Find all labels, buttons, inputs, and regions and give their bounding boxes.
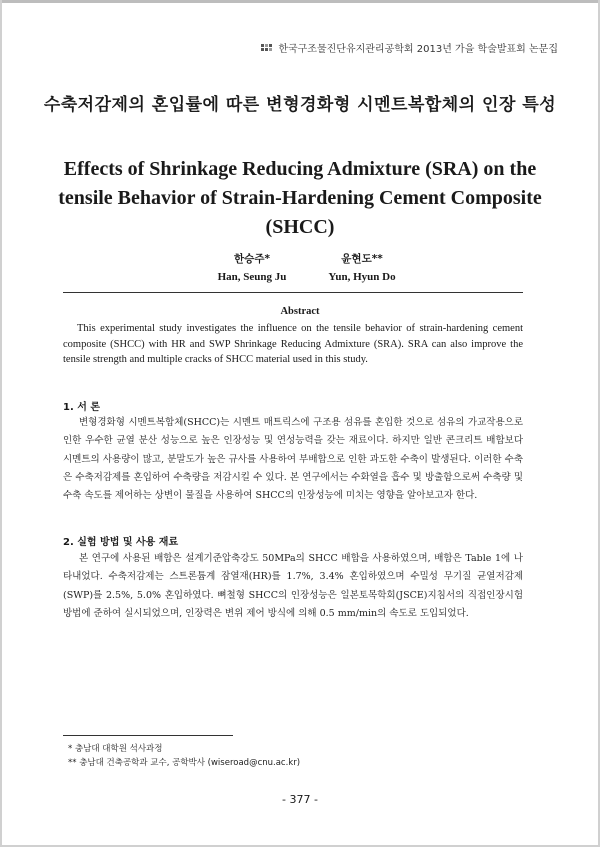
korean-title: 수축저감제의 혼입률에 따른 변형경화형 시멘트복합체의 인장 특성 [43, 95, 557, 115]
section-body-methods: 본 연구에 사용된 배합은 설계기준압축강도 50MPa의 SHCC 배합을 사용하였으며, 배합은 Table 1에 나타내었다. 수축저감제는 스트론튬계 잠열재(HR)를 1.7%, 3.4% 혼입하였으며 수밀성 무기질 균열저감제(SWP)를 2.5%, 5.0% 혼입하였다. 뼈철형 SHCC의 인장성능은 일본토목학회(JSCE)지침서의 직접인장시험방법에 준하여 실시되었으며, 인장력은 변위 제어 방식에 의해 0.5 mm/min의 속도로 도입되었다. [63, 553, 523, 619]
section-body-introduction: 변형경화형 시멘트복합체(SHCC)는 시멘트 매트릭스에 구조용 섬유를 혼입한 것으로 섬유의 가교작용으로 인한 우수한 균열 분산 성능으로 높은 인장성능 및 연성능력을 갖는 재료이다. 하지만 일반 콘크리트 배합보다 시멘트의 사용량이 많고, 분말도가 높은 규사를 사용하여 부배합으로 인한 과도한 수축이 발생된다. 이러한 수축은 수축저감제를 혼입하여 수축량을 저감시킬 수 있다. 본 연구에서는 수화열을 흡수 및 방출함으로써 수축량 및 수축 속도를 제어하는 상변이 물질을 사용하여 SHCC의 인장성능에 미치는 영향을 알아보고자 한다. [63, 417, 523, 502]
page-border-left [0, 0, 2, 847]
author-1 [192, 251, 312, 283]
section-heading-methods: 2. 실험 방법 및 사용 재료 [63, 537, 179, 548]
section-heading-introduction: 1. 서 론 [63, 402, 101, 413]
footnote-2: ** 충남대 건축공학과 교수, 공학박사 (wiseroad@cnu.ac.kr) [68, 758, 301, 768]
title-divider [63, 292, 523, 293]
footnote-divider [63, 735, 233, 736]
running-header-title: 한국구조물진단유지관리공학회 2013년 가을 학술발표회 논문집 [278, 44, 558, 55]
author-2 [302, 251, 422, 283]
footnote-1: * 충남대 대학원 석사과정 [68, 744, 163, 754]
english-title: Effects of Shrinkage Reducing Admixture (SRA) on the tensile Behavior of Strain-Hardening Cement Composite (SHCC) [58, 158, 542, 238]
page-border-top [0, 0, 600, 3]
author-korean-name: 한승주* [234, 253, 270, 265]
author-korean-name: 윤현도** [341, 253, 383, 265]
page-number: - 377 - [282, 793, 318, 806]
running-header [261, 40, 558, 55]
society-logo-icon [261, 44, 272, 51]
author-english-name: Yun, Hyun Do [328, 271, 396, 283]
abstract-body: This experimental study investigates the influence on the tensile behavior of strain-hardening cement composite (SHCC) with HR and SWP Shrinkage Reducing Admixture (SRA). SRA can also improve the tensile strength and multiple cracks of SHCC material used in this study. [63, 323, 523, 365]
footnotes [68, 742, 300, 770]
abstract-heading: Abstract [280, 306, 320, 317]
author-english-name: Han, Seung Ju [217, 271, 287, 283]
